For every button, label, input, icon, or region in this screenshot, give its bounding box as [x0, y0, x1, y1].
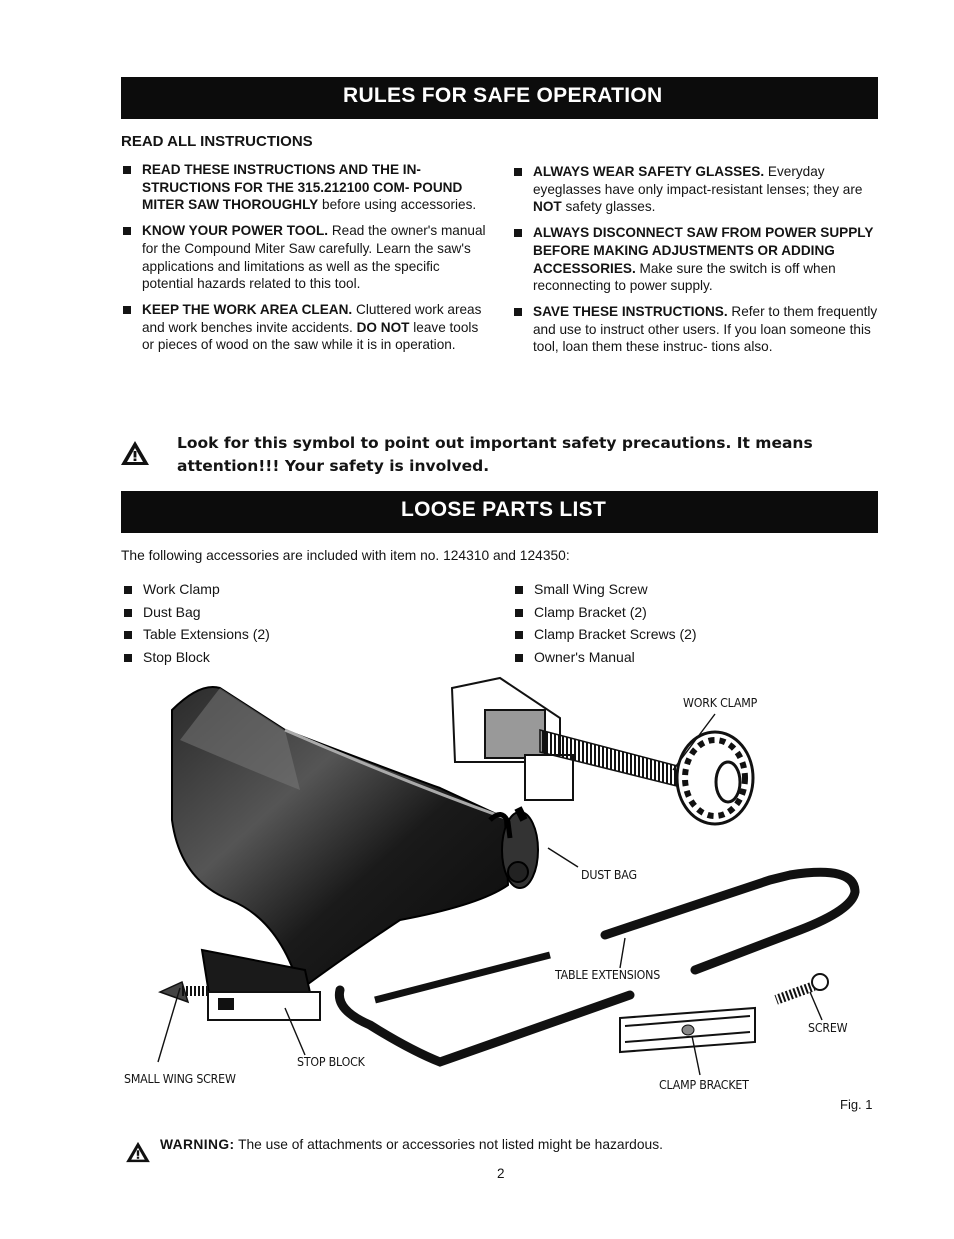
label-dust-bag: DUST BAG — [581, 868, 637, 882]
warning-label: WARNING: — [160, 1137, 235, 1152]
label-table-extensions: TABLE EXTENSIONS — [555, 968, 661, 982]
list-item — [121, 601, 270, 624]
rule-text: Cluttered work areas and work benches invite accidents. — [142, 301, 482, 335]
rule-bold: READ THESE INSTRUCTIONS AND THE IN- STRUCTIONS FOR THE 315.212100 COM- POUND MITER SAW THOROUGHLY — [142, 162, 463, 213]
list-item — [512, 623, 697, 646]
rule-text: Make sure the switch is off when reconnecting to power supply. — [533, 260, 836, 294]
rule-text: leave tools or pieces of wood on the saw while it is in operation. — [142, 319, 479, 353]
rule-text: Read the owner's manual for the Compound Miter Saw carefully. Learn the saw's applications and limitations as well as the specific potential hazards related to this tool. — [142, 223, 486, 292]
attention-text: Look for this symbol to point out important safety precautions. It means attention!!! Your safety is involved. — [177, 434, 813, 475]
rules-banner — [121, 77, 878, 119]
list-item — [121, 578, 270, 601]
page-number: 2 — [497, 1166, 505, 1181]
clamp-bracket-shape — [620, 1008, 755, 1052]
parts-list-left — [121, 578, 270, 668]
bullet-square-icon — [515, 654, 523, 662]
rule-text: Refer to them frequently and use to instruct other users. If you loan someone this tool, loan them these instruc- tions also. — [533, 303, 878, 355]
bullet-square-icon — [514, 229, 522, 237]
rule-text: safety glasses. — [561, 199, 656, 215]
warning-triangle-icon — [125, 1141, 151, 1163]
list-item — [121, 623, 270, 646]
rule-item — [512, 303, 882, 356]
bullet-square-icon — [124, 586, 132, 594]
rule-bold: SAVE THESE INSTRUCTIONS. — [533, 303, 728, 319]
label-clamp-bracket: CLAMP BRACKET — [659, 1078, 749, 1092]
rule-item — [512, 163, 882, 216]
parts-list-right — [512, 578, 697, 668]
parts-banner — [121, 491, 878, 533]
label-work-clamp: WORK CLAMP — [683, 696, 758, 710]
part-name: Dust Bag — [143, 603, 201, 620]
bullet-square-icon — [124, 609, 132, 617]
bullet-square-icon — [123, 306, 131, 314]
rules-banner-title: RULES FOR SAFE OPERATION — [343, 84, 663, 107]
parts-banner-title: LOOSE PARTS LIST — [401, 498, 607, 521]
rules-right-column — [512, 163, 882, 364]
screw-shape — [774, 974, 828, 1005]
list-item — [121, 646, 270, 669]
part-name: Clamp Bracket Screws (2) — [534, 626, 697, 643]
parts-illustration — [110, 670, 870, 1095]
warning-triangle-icon — [120, 440, 150, 466]
rule-bold: KEEP THE WORK AREA CLEAN. — [142, 301, 353, 317]
rule-item — [121, 161, 491, 214]
bullet-square-icon — [515, 631, 523, 639]
rule-bold: KNOW YOUR POWER TOOL. — [142, 223, 329, 239]
rule-bold: ALWAYS DISCONNECT SAW FROM POWER SUPPLY BEFORE MAKING ADJUSTMENTS OR ADDING ACCESSORIES. — [533, 225, 874, 276]
bullet-square-icon — [123, 227, 131, 235]
part-name: Clamp Bracket (2) — [534, 603, 647, 620]
rule-item — [121, 301, 491, 354]
bullet-square-icon — [124, 654, 132, 662]
rule-bold: NOT — [533, 199, 562, 215]
rule-bold: ALWAYS WEAR SAFETY GLASSES. — [533, 164, 765, 179]
part-name: Table Extensions (2) — [143, 626, 270, 643]
bullet-square-icon — [514, 168, 522, 176]
bullet-square-icon — [124, 631, 132, 639]
part-name: Owner's Manual — [534, 648, 635, 665]
rule-item — [512, 224, 882, 295]
rule-bold: DO NOT — [356, 319, 410, 335]
rule-item — [121, 222, 491, 293]
rule-text: before using accessories. — [318, 197, 477, 213]
part-name: Small Wing Screw — [534, 581, 648, 597]
figure-caption: Fig. 1 — [840, 1097, 873, 1112]
small-wing-screw-shape — [160, 982, 210, 1002]
bullet-square-icon — [514, 308, 522, 316]
part-name: Work Clamp — [143, 581, 220, 597]
bullet-square-icon — [515, 586, 523, 594]
part-name: Stop Block — [143, 648, 210, 665]
read-instructions-heading: READ ALL INSTRUCTIONS — [121, 133, 313, 150]
parts-intro: The following accessories are included with item no. 124310 and 124350: — [121, 548, 570, 563]
bullet-square-icon — [515, 609, 523, 617]
list-item — [512, 578, 697, 601]
label-small-wing-screw: SMALL WING SCREW — [124, 1072, 236, 1086]
rules-left-column — [121, 161, 491, 362]
label-screw: SCREW — [808, 1021, 848, 1035]
list-item — [512, 601, 697, 624]
rule-text: Everyday eyeglasses have only impact-resistant lenses; they are — [533, 164, 863, 197]
list-item — [512, 646, 697, 669]
warning-text: The use of attachments or accessories not listed might be hazardous. — [234, 1137, 663, 1152]
bullet-square-icon — [123, 166, 131, 174]
label-stop-block: STOP BLOCK — [297, 1055, 365, 1069]
